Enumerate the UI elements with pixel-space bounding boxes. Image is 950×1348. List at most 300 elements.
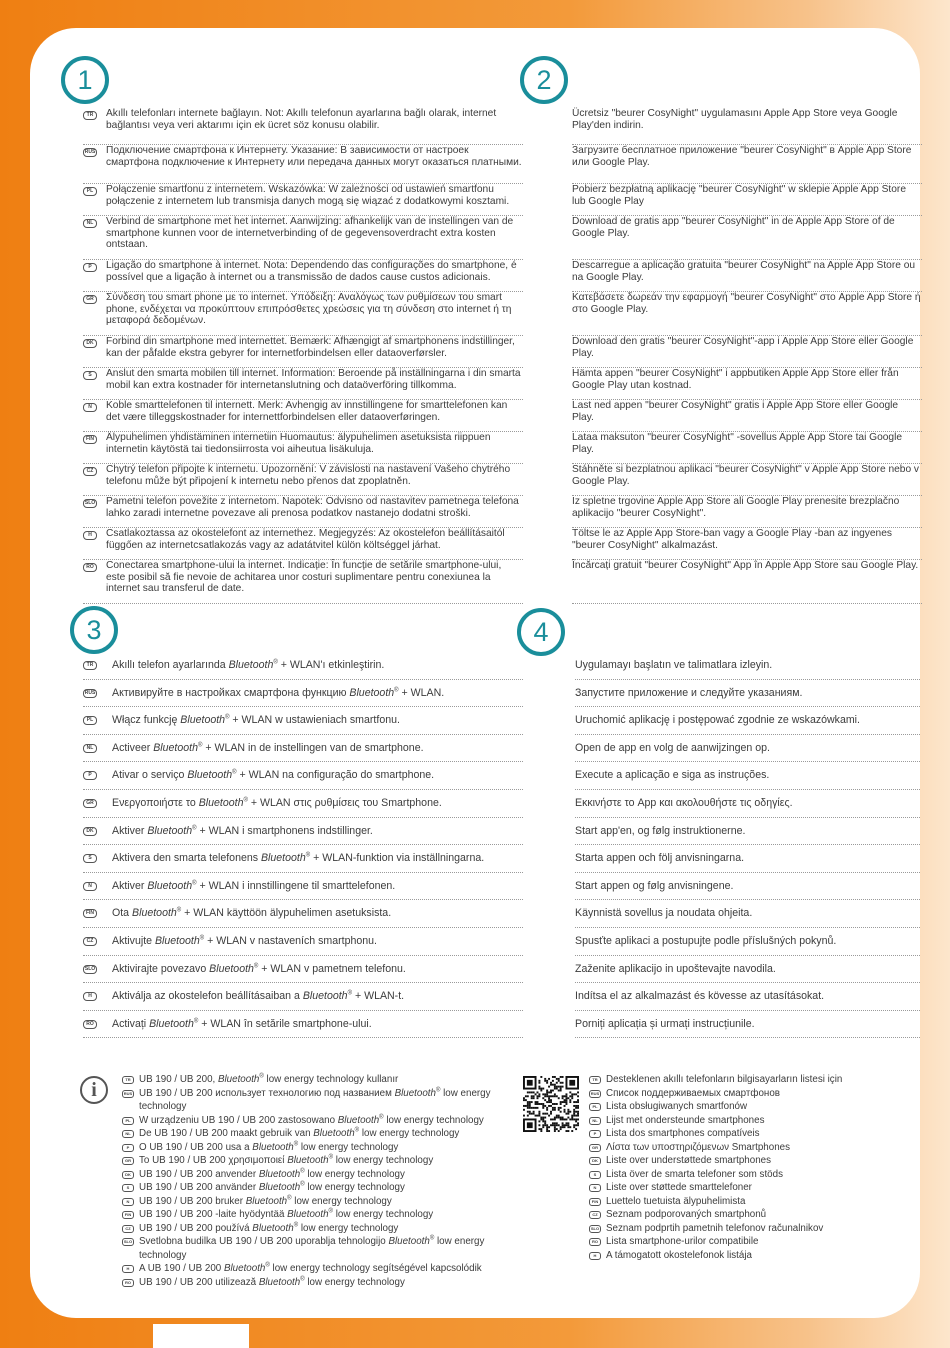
bluetooth-text: Bluetooth bbox=[209, 962, 254, 975]
qr-module bbox=[527, 1122, 533, 1128]
text-part: UB 190 / UB 200 utilizează bbox=[139, 1276, 259, 1288]
qr-module bbox=[573, 1126, 575, 1128]
qr-module bbox=[546, 1107, 548, 1109]
page-tab bbox=[153, 1324, 249, 1348]
qr-module bbox=[573, 1111, 575, 1113]
item-text bbox=[83, 707, 523, 734]
list-item bbox=[83, 1011, 523, 1039]
language-badge: H bbox=[83, 531, 97, 540]
qr-module bbox=[567, 1117, 569, 1119]
qr-module bbox=[564, 1095, 566, 1097]
qr-module bbox=[550, 1105, 552, 1107]
item-text: Λίστα των υποστηριζόμενων Smartphones bbox=[606, 1141, 790, 1153]
bluetooth-text: Bluetooth bbox=[132, 907, 177, 920]
qr-module bbox=[552, 1084, 554, 1086]
qr-module bbox=[564, 1105, 566, 1107]
info-item bbox=[122, 1087, 507, 1114]
qr-module bbox=[550, 1082, 552, 1084]
qr-module bbox=[546, 1080, 548, 1082]
qr-module bbox=[560, 1090, 562, 1092]
item-text bbox=[139, 1209, 433, 1220]
qr-module bbox=[569, 1095, 571, 1097]
language-badge: GR bbox=[122, 1157, 134, 1165]
qr-module bbox=[546, 1109, 548, 1111]
item-text: Подключение смартфона к Интернету. Указание: В зависимости от настроек смартфона подключение к Интернету или передача данных могут оказаться платными. bbox=[106, 145, 522, 168]
qr-module bbox=[531, 1113, 533, 1115]
item-text: Κατεβάσετε δωρεάν την εφαρμογή "beurer CosyNight" στο Apple App Store ή στο Google Play. bbox=[572, 292, 921, 315]
qr-module bbox=[558, 1090, 560, 1092]
qr-module bbox=[538, 1120, 540, 1122]
qr-module bbox=[540, 1128, 542, 1130]
qr-module bbox=[544, 1122, 546, 1124]
qr-module bbox=[571, 1118, 573, 1120]
list-item bbox=[83, 652, 523, 680]
item-text bbox=[83, 790, 523, 817]
qr-module bbox=[544, 1120, 546, 1122]
supported-item bbox=[589, 1087, 909, 1101]
language-badge: FIN bbox=[122, 1211, 134, 1219]
qr-module bbox=[542, 1118, 544, 1120]
step-3-badge: 3 bbox=[70, 606, 118, 654]
item-text: Stáhněte si bezplatnou aplikaci "beurer CosyNight" v Apple App Store nebo v Google Play. bbox=[572, 464, 920, 487]
list-item bbox=[575, 873, 920, 901]
qr-module bbox=[567, 1097, 569, 1099]
item-text: Uygulamayı başlatın ve talimatlara izleyin. bbox=[575, 659, 773, 671]
language-badge: PL bbox=[83, 716, 97, 725]
registered-mark: ® bbox=[225, 714, 230, 721]
qr-module bbox=[550, 1099, 552, 1101]
text-part: UB 190 / UB 200 использует технологию под названием bbox=[139, 1087, 395, 1099]
qr-module bbox=[542, 1097, 544, 1099]
qr-module bbox=[575, 1124, 577, 1126]
supported-item bbox=[589, 1195, 909, 1209]
qr-module bbox=[525, 1105, 527, 1107]
info-item bbox=[122, 1181, 507, 1195]
qr-module bbox=[569, 1091, 571, 1093]
qr-module bbox=[554, 1086, 556, 1088]
text-part: UB 190 / UB 200 bruker bbox=[139, 1195, 246, 1207]
qr-module bbox=[546, 1126, 548, 1128]
list-item bbox=[83, 528, 523, 560]
qr-module bbox=[577, 1118, 579, 1120]
language-badge: TR bbox=[83, 111, 97, 120]
qr-module bbox=[554, 1084, 556, 1086]
qr-module bbox=[556, 1128, 558, 1130]
qr-module bbox=[569, 1099, 571, 1101]
text-part: Ativar o serviço bbox=[112, 769, 188, 782]
registered-mark: ® bbox=[265, 1262, 270, 1269]
list-item bbox=[83, 368, 523, 400]
text-part: Aktiver bbox=[112, 824, 148, 837]
text-part: + WLAN i innstillingene til smarttelefonen. bbox=[196, 879, 396, 892]
qr-module bbox=[558, 1078, 560, 1080]
language-badge: TR bbox=[589, 1076, 601, 1084]
qr-module bbox=[542, 1113, 544, 1115]
text-part: + WLAN w ustawieniach smartfonu. bbox=[229, 714, 400, 727]
qr-module bbox=[523, 1099, 525, 1101]
qr-module bbox=[560, 1117, 562, 1119]
qr-module bbox=[527, 1095, 529, 1097]
qr-module bbox=[527, 1080, 533, 1086]
supported-item bbox=[589, 1114, 909, 1128]
qr-module bbox=[573, 1105, 575, 1107]
qr-module bbox=[560, 1101, 562, 1103]
text-part: Activeer bbox=[112, 741, 154, 754]
qr-module bbox=[577, 1111, 579, 1113]
item-text: Koble smarttelefonen til internett. Merk: Avhengig av innstillingene for smarttelefonen kan det være tilleggskostnader for internettforbindelsen eller dataoverføringen. bbox=[106, 400, 508, 423]
supported-item bbox=[589, 1141, 909, 1155]
list-item bbox=[575, 652, 920, 680]
list-item bbox=[572, 432, 922, 464]
info-item bbox=[122, 1168, 507, 1182]
text-part: Akıllı telefon ayarlarında bbox=[112, 659, 229, 671]
qr-module bbox=[558, 1117, 560, 1119]
text-part: UB 190 / UB 200 använder bbox=[139, 1182, 259, 1193]
qr-module bbox=[554, 1109, 556, 1111]
qr-module bbox=[560, 1107, 562, 1109]
qr-module bbox=[527, 1103, 529, 1105]
list-item bbox=[83, 145, 523, 184]
qr-module bbox=[562, 1095, 564, 1097]
item-text: Porniți aplicația și urmați instrucțiunile. bbox=[575, 1017, 755, 1030]
item-text bbox=[139, 1128, 459, 1139]
registered-mark: ® bbox=[435, 1087, 441, 1094]
item-text: Töltse le az Apple App Store-ban vagy a Google Play -ban az ingyenes "beurer CosyNight" alkalmazást. bbox=[572, 528, 892, 551]
list-item bbox=[83, 735, 523, 763]
qr-module bbox=[558, 1107, 560, 1109]
qr-module bbox=[565, 1095, 567, 1097]
language-badge: RUS bbox=[84, 149, 96, 155]
registered-mark: ® bbox=[232, 769, 237, 776]
qr-module bbox=[538, 1080, 540, 1082]
qr-module bbox=[544, 1078, 546, 1080]
list-item bbox=[575, 845, 920, 873]
qr-module bbox=[550, 1113, 552, 1115]
qr-module bbox=[552, 1122, 554, 1124]
item-text: Desteklenen akıllı telefonların bilgisayarların listesi için bbox=[606, 1074, 843, 1085]
language-badge: S bbox=[589, 1171, 601, 1179]
language-badge: S bbox=[83, 371, 97, 380]
qr-module bbox=[554, 1107, 556, 1109]
qr-module bbox=[544, 1099, 546, 1101]
text-part: Активируйте в настройках смартфона функцию bbox=[112, 686, 350, 699]
item-text bbox=[83, 900, 523, 927]
text-part: low energy technology segítségével kapcsolódik bbox=[269, 1263, 482, 1274]
text-part: low energy technology bbox=[304, 1182, 405, 1193]
qr-code-icon[interactable] bbox=[523, 1076, 579, 1132]
qr-module bbox=[577, 1101, 579, 1103]
text-part: De UB 190 / UB 200 maakt gebruik van bbox=[139, 1128, 314, 1139]
list-item bbox=[83, 818, 523, 846]
item-text: Liste over understøttede smartphones bbox=[606, 1155, 772, 1166]
text-part: low energy technology bbox=[139, 1087, 491, 1112]
qr-module bbox=[554, 1126, 556, 1128]
qr-module bbox=[538, 1086, 540, 1088]
bluetooth-text: Bluetooth bbox=[287, 1209, 329, 1220]
qr-module bbox=[556, 1124, 558, 1126]
qr-module bbox=[573, 1113, 575, 1115]
supported-item bbox=[589, 1154, 909, 1168]
qr-module bbox=[554, 1088, 556, 1090]
qr-module bbox=[525, 1099, 527, 1101]
item-text: Lista dos smartphones compatíveis bbox=[606, 1128, 760, 1139]
language-badge: DK bbox=[83, 827, 97, 836]
qr-module bbox=[538, 1128, 540, 1130]
language-badge: SLO bbox=[84, 965, 96, 972]
bluetooth-text: Bluetooth bbox=[147, 879, 193, 892]
item-text: A támogatott okostelefonok listája bbox=[606, 1249, 752, 1261]
supported-item bbox=[589, 1208, 909, 1222]
bluetooth-text: Bluetooth bbox=[180, 714, 226, 727]
language-badge: RUS bbox=[590, 1090, 600, 1096]
qr-module bbox=[544, 1105, 546, 1107]
text-part: + WLAN. bbox=[398, 686, 445, 699]
qr-module bbox=[564, 1109, 566, 1111]
qr-module bbox=[575, 1111, 577, 1113]
qr-module bbox=[546, 1090, 548, 1092]
language-badge: CZ bbox=[589, 1211, 601, 1219]
text-part: + WLAN v pametnem telefonu. bbox=[258, 962, 406, 975]
supported-item bbox=[589, 1127, 909, 1141]
qr-module bbox=[575, 1118, 577, 1120]
qr-module bbox=[546, 1101, 548, 1103]
language-badge: P bbox=[83, 263, 97, 272]
qr-module bbox=[542, 1093, 544, 1095]
language-badge: CZ bbox=[83, 937, 97, 946]
info-item bbox=[122, 1114, 507, 1128]
language-badge: DK bbox=[122, 1171, 134, 1179]
item-text: Hämta appen "beurer CosyNight" i appbutiken Apple App Store eller från Google Play utan kostnad. bbox=[572, 368, 899, 391]
bluetooth-text: Bluetooth bbox=[258, 1276, 301, 1288]
language-badge: H bbox=[589, 1252, 601, 1260]
info-item bbox=[122, 1141, 507, 1155]
qr-module bbox=[531, 1101, 533, 1103]
qr-module bbox=[544, 1113, 546, 1115]
text-part: + WLAN'ı etkinleştirin. bbox=[277, 659, 385, 671]
qr-module bbox=[550, 1118, 552, 1120]
qr-module bbox=[560, 1082, 562, 1084]
qr-module bbox=[556, 1117, 558, 1119]
item-text: Pametni telefon povežite z internetom. Napotek: Odvisno od nastavitev pametnega telefona lahko zaradi internetne povezave ali prenosa podatkov nastanejo dodatni stroški. bbox=[106, 496, 519, 519]
qr-module bbox=[540, 1103, 542, 1105]
qr-module bbox=[548, 1130, 550, 1132]
item-text: Ücretsiz "beurer CosyNight" uygulamasını Apple App Store veya Google Play'den indirin. bbox=[572, 108, 898, 131]
qr-module bbox=[537, 1107, 539, 1109]
qr-module bbox=[552, 1109, 554, 1111]
qr-module bbox=[548, 1105, 550, 1107]
qr-module bbox=[529, 1107, 531, 1109]
item-text bbox=[83, 845, 523, 872]
language-badge: S bbox=[122, 1184, 134, 1192]
language-badge: H bbox=[83, 992, 97, 1001]
supported-item bbox=[589, 1249, 909, 1263]
list-item bbox=[572, 108, 922, 145]
list-item bbox=[83, 900, 523, 928]
qr-module bbox=[556, 1122, 558, 1124]
qr-module bbox=[556, 1103, 558, 1105]
registered-mark: ® bbox=[394, 687, 399, 694]
bluetooth-text: Bluetooth bbox=[223, 1263, 266, 1274]
qr-module bbox=[527, 1091, 529, 1093]
qr-module bbox=[567, 1124, 569, 1126]
qr-module bbox=[554, 1103, 556, 1105]
item-text: Iz spletne trgovine Apple App Store ali Google Play prenesite brezplačno aplikacijo "beurer CosyNight". bbox=[572, 496, 900, 519]
qr-module bbox=[573, 1118, 575, 1120]
qr-module bbox=[550, 1095, 552, 1097]
qr-module bbox=[571, 1130, 573, 1132]
qr-module bbox=[562, 1101, 564, 1103]
bluetooth-text: Bluetooth bbox=[217, 1074, 260, 1085]
list-item bbox=[83, 108, 523, 145]
info-item bbox=[122, 1073, 507, 1087]
qr-module bbox=[537, 1101, 539, 1103]
qr-module bbox=[560, 1126, 562, 1128]
list-item bbox=[575, 1011, 920, 1039]
language-badge: CZ bbox=[122, 1225, 134, 1233]
qr-module bbox=[565, 1097, 567, 1099]
language-badge: N bbox=[122, 1198, 134, 1206]
qr-module bbox=[535, 1103, 537, 1105]
qr-module bbox=[569, 1111, 571, 1113]
text-part: Activați bbox=[112, 1017, 150, 1030]
qr-module bbox=[569, 1118, 571, 1120]
qr-module bbox=[565, 1118, 567, 1120]
qr-module bbox=[571, 1095, 573, 1097]
qr-module bbox=[554, 1076, 556, 1078]
item-text: Download den gratis "beurer CosyNight"-app i Apple App Store eller Google Play. bbox=[572, 336, 914, 359]
language-badge: RO bbox=[589, 1238, 601, 1246]
qr-module bbox=[550, 1124, 552, 1126]
qr-module bbox=[546, 1082, 548, 1084]
qr-module bbox=[567, 1111, 569, 1113]
qr-module bbox=[554, 1117, 556, 1119]
qr-module bbox=[523, 1115, 525, 1117]
item-text: Csatlakoztassa az okostelefont az internethez. Megjegyzés: Az okostelefon beállításaitól függően az internetcsatlakozás vagy az adatátvitel külön költséggel járhat. bbox=[106, 528, 505, 551]
item-text bbox=[139, 1182, 405, 1193]
item-text: Älypuhelimen yhdistäminen internetiin Huomautus: älypuhelimen asetuksista riippuen internetin käytöstä tai tiedonsiirrosta voi aiheutua lisäkuluja. bbox=[106, 432, 491, 455]
qr-module bbox=[565, 1093, 567, 1095]
list-item bbox=[83, 707, 523, 735]
text-part: low energy technology bbox=[333, 1155, 434, 1166]
qr-module bbox=[558, 1086, 560, 1088]
item-text: Luettelo tuetuista älypuhelimista bbox=[606, 1195, 746, 1207]
text-part: low energy technology bbox=[291, 1195, 392, 1207]
text-part: UB 190 / UB 200, bbox=[139, 1074, 218, 1085]
registered-mark: ® bbox=[328, 1154, 334, 1161]
qr-module bbox=[538, 1093, 540, 1095]
qr-module bbox=[529, 1111, 531, 1113]
qr-module bbox=[548, 1078, 550, 1080]
list-item bbox=[575, 818, 920, 846]
qr-module bbox=[550, 1084, 552, 1086]
registered-mark: ® bbox=[273, 659, 278, 666]
item-text: Käynnistä sovellus ja noudata ohjeita. bbox=[575, 907, 753, 920]
qr-module bbox=[560, 1118, 562, 1120]
list-item bbox=[83, 464, 523, 496]
list-item bbox=[83, 496, 523, 528]
bluetooth-text: Bluetooth bbox=[149, 1017, 194, 1030]
list-item bbox=[83, 184, 523, 216]
qr-module bbox=[552, 1090, 554, 1092]
qr-module bbox=[556, 1082, 558, 1084]
qr-module bbox=[535, 1093, 537, 1095]
qr-module bbox=[569, 1080, 575, 1086]
qr-module bbox=[550, 1111, 552, 1113]
qr-module bbox=[533, 1111, 535, 1113]
qr-module bbox=[523, 1105, 525, 1107]
qr-module bbox=[533, 1097, 535, 1099]
qr-module bbox=[538, 1115, 540, 1117]
language-badge: RUS bbox=[84, 689, 96, 696]
qr-module bbox=[538, 1088, 540, 1090]
qr-module bbox=[562, 1126, 564, 1128]
qr-module bbox=[544, 1124, 546, 1126]
qr-module bbox=[565, 1099, 567, 1101]
qr-module bbox=[538, 1113, 540, 1115]
qr-module bbox=[552, 1095, 554, 1097]
qr-module bbox=[542, 1124, 544, 1126]
text-part: + WLAN-t. bbox=[352, 990, 405, 1003]
qr-module bbox=[540, 1117, 542, 1119]
qr-module bbox=[560, 1088, 562, 1090]
qr-module bbox=[529, 1105, 531, 1107]
item-text: Start appen og følg anvisningene. bbox=[575, 879, 734, 892]
qr-module bbox=[558, 1115, 560, 1117]
qr-module bbox=[548, 1126, 550, 1128]
registered-mark: ® bbox=[192, 825, 197, 832]
language-badge: DK bbox=[83, 339, 97, 348]
qr-module bbox=[531, 1097, 533, 1099]
item-text: Połączenie smartfonu z internetem. Wskazówka: W zależności od ustawień smartfonu połączenie z internetem lub transmisja danych mogą się wiązać z dodatkowymi kosztami. bbox=[106, 184, 510, 207]
qr-module bbox=[573, 1093, 575, 1095]
qr-module bbox=[560, 1086, 562, 1088]
language-badge: SLO bbox=[123, 1239, 133, 1244]
qr-module bbox=[542, 1103, 544, 1105]
text-part: Ota bbox=[112, 907, 133, 920]
item-text: Last ned appen "beurer CosyNight" gratis i Apple App Store eller Google Play. bbox=[572, 400, 899, 423]
bluetooth-text: Bluetooth bbox=[153, 741, 198, 754]
qr-module bbox=[537, 1091, 539, 1093]
qr-module bbox=[548, 1099, 550, 1101]
registered-mark: ® bbox=[300, 1276, 305, 1283]
qr-module bbox=[573, 1115, 575, 1117]
registered-mark: ® bbox=[354, 1127, 360, 1134]
language-badge: N bbox=[83, 882, 97, 891]
qr-module bbox=[527, 1111, 529, 1113]
qr-module bbox=[546, 1093, 548, 1095]
qr-module bbox=[575, 1093, 577, 1095]
registered-mark: ® bbox=[287, 1195, 292, 1202]
list-item bbox=[575, 707, 920, 735]
item-text bbox=[83, 956, 523, 983]
list-item bbox=[83, 762, 523, 790]
language-badge: GR bbox=[83, 295, 97, 304]
bluetooth-text: Bluetooth bbox=[337, 1114, 380, 1126]
qr-module bbox=[560, 1076, 562, 1078]
item-text: Pobierz bezpłatną aplikację "beurer CosyNight" w sklepie Apple App Store lub Google Play bbox=[572, 184, 906, 207]
list-item bbox=[572, 292, 922, 336]
list-item bbox=[83, 216, 523, 260]
list-item bbox=[572, 560, 922, 604]
info-item bbox=[122, 1235, 507, 1262]
item-text: Verbind de smartphone met het internet. Aanwijzing: afhankelijk van de instellingen van de smartphone kunnen voor de internetverbinding of de gegevensoverdracht extra kosten ontstaan. bbox=[106, 216, 514, 251]
qr-module bbox=[552, 1124, 554, 1126]
qr-module bbox=[523, 1109, 525, 1111]
list-item bbox=[572, 184, 922, 216]
item-text: Starta appen och följ anvisningarna. bbox=[575, 852, 745, 865]
info-icon: i bbox=[80, 1076, 108, 1104]
text-part: UB 190 / UB 200 anvender bbox=[139, 1168, 259, 1180]
